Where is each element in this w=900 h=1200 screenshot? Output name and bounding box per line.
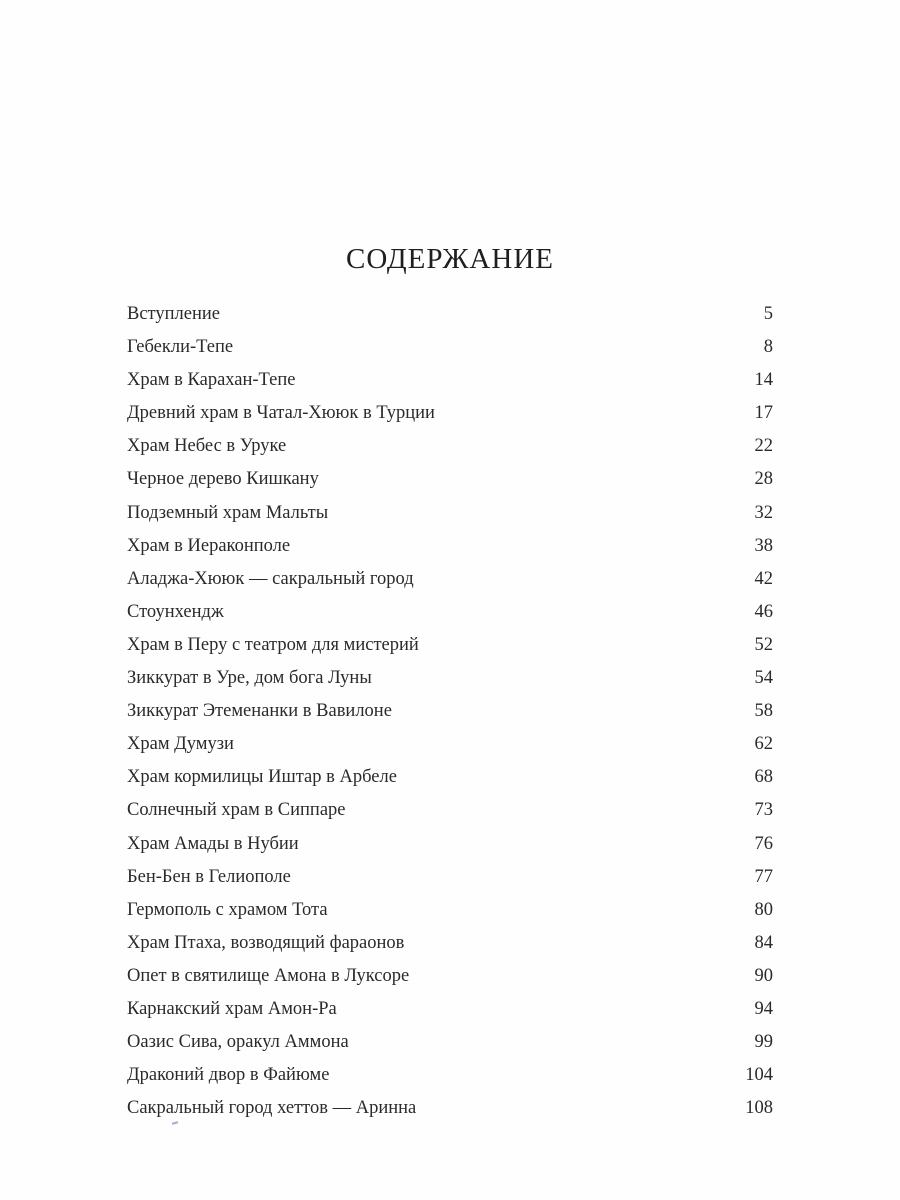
toc-entry-title: Храм в Иераконполе [127,530,292,563]
toc-entry[interactable] [127,828,773,861]
toc-entry[interactable] [127,662,773,695]
toc-entry-page-number: 76 [754,828,774,861]
toc-entry-page-number: 14 [754,364,774,397]
toc-entry-page-number: 84 [754,927,774,960]
toc-entry-title: Черное дерево Кишкану [127,463,321,496]
toc-entry-title: Храм Думузи [127,728,236,761]
toc-entry-title: Гермополь с храмом Тота [127,894,330,927]
toc-entry-page-number: 38 [754,530,774,563]
toc-entry-title: Зиккурат в Уре, дом бога Луны [127,662,374,695]
toc-entry-page-number: 62 [754,728,774,761]
toc-entry-page-number: 94 [754,993,774,1026]
toc-entry[interactable] [127,794,773,827]
toc-entry-page-number: 77 [754,861,774,894]
toc-entry-page-number: 80 [754,894,774,927]
toc-entry-title: Гебекли-Тепе [127,331,235,364]
toc-entry[interactable] [127,1092,773,1125]
table-of-contents [127,298,773,1125]
toc-entry-title: Древний храм в Чатал-Хююк в Турции [127,397,437,430]
toc-entry-page-number: 32 [754,497,774,530]
toc-entry[interactable] [127,463,773,496]
toc-entry-title: Бен-Бен в Гелиополе [127,861,293,894]
toc-entry-title: Подземный храм Мальты [127,497,330,530]
toc-entry-page-number: 5 [763,298,773,331]
toc-entry-title: Аладжа-Хююк — сакральный город [127,563,416,596]
toc-entry[interactable] [127,761,773,794]
toc-entry[interactable] [127,861,773,894]
toc-entry-title: Зиккурат Этеменанки в Вавилоне [127,695,394,728]
toc-entry-page-number: 28 [754,463,774,496]
toc-entry[interactable] [127,1059,773,1092]
page-title: СОДЕРЖАНИЕ [346,243,554,275]
toc-entry-title: Солнечный храм в Сиппаре [127,794,348,827]
toc-entry-page-number: 58 [754,695,774,728]
toc-entry-title: Храм кормилицы Иштар в Арбеле [127,761,399,794]
toc-entry-page-number: 104 [744,1059,773,1092]
toc-entry-page-number: 99 [754,1026,774,1059]
toc-entry[interactable] [127,993,773,1026]
toc-entry-page-number: 22 [754,430,774,463]
toc-entry[interactable] [127,927,773,960]
toc-entry[interactable] [127,497,773,530]
toc-entry-title: Сакральный город хеттов — Аринна [127,1092,418,1125]
toc-entry-title: Храм в Перу с театром для мистерий [127,629,421,662]
toc-entry-page-number: 68 [754,761,774,794]
toc-entry[interactable] [127,728,773,761]
toc-entry-title: Опет в святилище Амона в Луксоре [127,960,411,993]
toc-entry-title: Храм Амады в Нубии [127,828,301,861]
toc-entry[interactable] [127,1026,773,1059]
toc-entry-page-number: 108 [744,1092,773,1125]
toc-entry[interactable] [127,397,773,430]
toc-entry[interactable] [127,331,773,364]
toc-entry-title: Храм в Карахан-Тепе [127,364,297,397]
toc-entry[interactable] [127,364,773,397]
toc-entry[interactable] [127,430,773,463]
toc-entry-title: Драконий двор в Файюме [127,1059,331,1092]
toc-entry[interactable] [127,596,773,629]
toc-entry-title: Карнакский храм Амон-Ра [127,993,339,1026]
toc-entry[interactable] [127,629,773,662]
toc-entry-page-number: 52 [754,629,774,662]
toc-entry[interactable] [127,894,773,927]
toc-entry-title: Вступление [127,298,222,331]
toc-entry[interactable] [127,960,773,993]
toc-entry-page-number: 42 [754,563,774,596]
toc-entry-title: Храм Птаха, возводящий фараонов [127,927,406,960]
toc-entry-title: Оазис Сива, оракул Аммона [127,1026,351,1059]
toc-entry[interactable] [127,530,773,563]
toc-entry-page-number: 8 [763,331,773,364]
toc-entry-title: Стоунхендж [127,596,226,629]
toc-entry-title: Храм Небес в Уруке [127,430,288,463]
toc-entry-page-number: 46 [754,596,774,629]
toc-entry-page-number: 90 [754,960,774,993]
toc-entry-page-number: 73 [754,794,774,827]
toc-entry-page-number: 17 [754,397,774,430]
toc-entry[interactable] [127,563,773,596]
toc-entry-page-number: 54 [754,662,774,695]
toc-entry[interactable] [127,695,773,728]
toc-entry[interactable] [127,298,773,331]
